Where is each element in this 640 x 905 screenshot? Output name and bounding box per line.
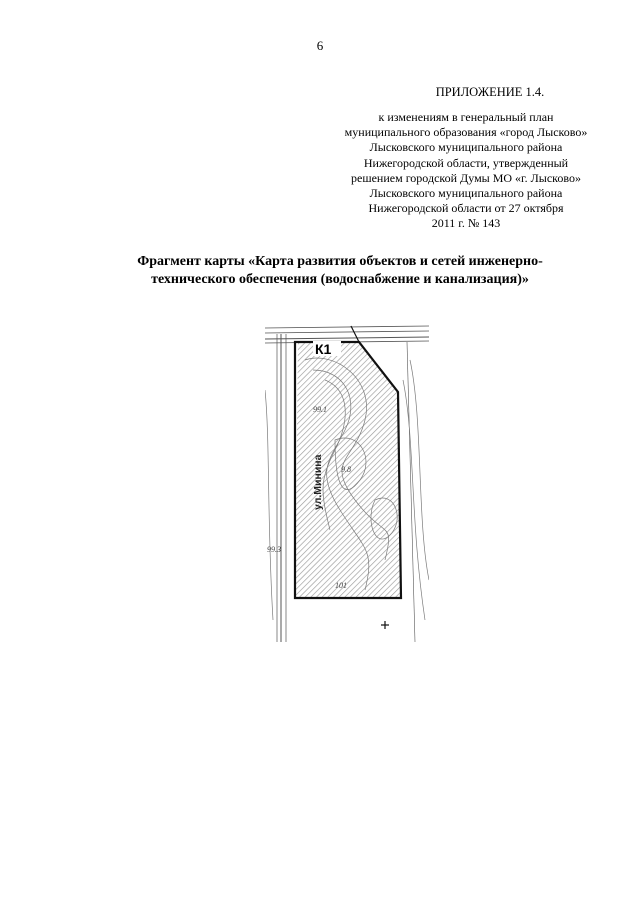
appendix-note-line: к изменениям в генеральный план [378, 110, 554, 124]
elevation-label: 99.1 [313, 405, 327, 414]
appendix-note [330, 110, 602, 232]
map-fragment [265, 320, 429, 642]
appendix-note-line: Нижегородской области от 27 октября [368, 201, 564, 216]
elevation-label: 99.3 [267, 545, 281, 554]
map-image [265, 320, 429, 642]
elevation-label: 101 [335, 581, 347, 590]
page-number: 6 [316, 38, 324, 53]
appendix-note-line: решением городской Думы МО «г. Лысково» [351, 170, 581, 185]
street-label: ул.Минина [312, 454, 324, 510]
appendix-note-line: 2011 г. № 143 [431, 216, 501, 231]
appendix-note-line: Лысковского муниципального района [369, 186, 563, 201]
appendix-note-line: Нижегородской области, утвержденный [363, 155, 569, 170]
map-title-line: технического обеспечения (водоснабжение и канализация)» [151, 272, 529, 287]
appendix-note-line: Лысковского муниципального района [369, 140, 563, 155]
appendix-title: ПРИЛОЖЕНИЕ 1.4. [435, 85, 545, 99]
appendix-note-line: муниципального образования «город Лысково» [344, 125, 588, 140]
elevation-label: 9.8 [341, 465, 351, 474]
map-title [60, 253, 620, 289]
map-point-label: К1 [315, 341, 332, 357]
map-title-line: Фрагмент карты «Карта развития объектов и сетей инженерно- [137, 254, 543, 269]
